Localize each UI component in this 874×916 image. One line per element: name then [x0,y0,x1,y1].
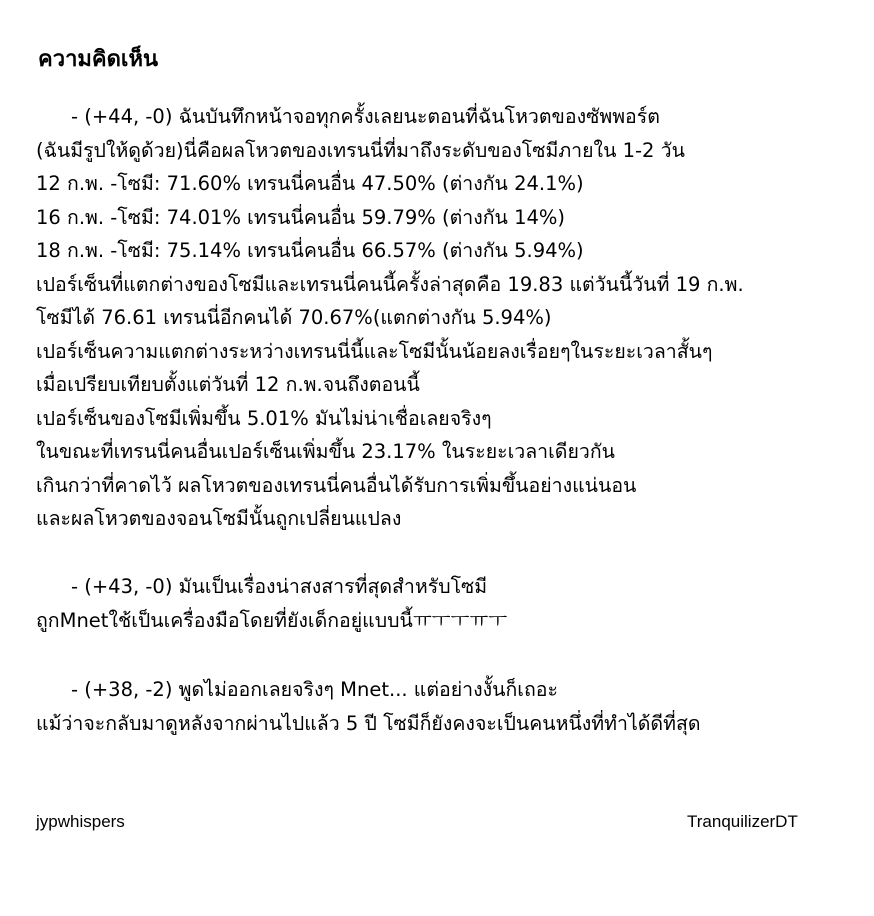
comment-3 [36,673,856,740]
comment-line: เปอร์เซ็นที่แตกต่างของโซมีและเทรนนี่คนนี้ครั้งล่าสุดคือ 19.83 แต่วันนี้วันที่ 19 ก.พ. [36,272,744,296]
comment-line: แม้ว่าจะกลับมาดูหลังจากผ่านไปแล้ว 5 ปี โซมีก็ยังคงจะเป็นคนหนึ่งที่ทำได้ดีที่สุด [36,711,701,735]
comment-line: โซมีได้ 76.61 เทรนนี่อีกคนได้ 70.67%(แตกต่างกัน 5.94%) [36,306,552,329]
comment-line: - (+43, -0) มันเป็นเรื่องน่าสงสารที่สุดสำหรับโซมี [71,575,488,598]
comment-line: - (+44, -0) ฉันบันทึกหน้าจอทุกครั้งเลยนะตอนที่ฉันโหวตของซัพพอร์ต [71,105,660,128]
footer-credit-right: TranquilizerDT [687,812,798,831]
comment-1 [36,100,856,536]
comment-line: เมื่อเปรียบเทียบตั้งแต่วันที่ 12 ก.พ.จนถึงตอนนี้ [36,373,420,396]
comment-line: เปอร์เซ็นความแตกต่างระหว่างเทรนนี่นี้และโซมีนั้นน้อยลงเรื่อยๆในระยะเวลาสั้นๆ [36,339,713,363]
comment-line: 16 ก.พ. -โซมี: 74.01% เทรนนี่คนอื่น 59.79% (ต่างกัน 14%) [36,205,566,229]
comment-line: เปอร์เซ็นของโซมีเพิ่มขึ้น 5.01% มันไม่น่าเชื่อเลยจริงๆ [36,406,492,430]
page-title: ความคิดเห็น [38,47,158,72]
comment-line: เกินกว่าที่คาดไว้ ผลโหวตของเทรนนี่คนอื่นได้รับการเพิ่มขึ้นอย่างแน่นอน [36,473,637,497]
comment-line: ในขณะที่เทรนนี่คนอื่นเปอร์เซ็นเพิ่มขึ้น 23.17% ในระยะเวลาเดียวกัน [36,440,615,463]
comment-line: และผลโหวตของจอนโซมีนั้นถูกเปลี่ยนแปลง [36,507,402,530]
comment-2 [36,570,856,637]
comment-line: ถูกMnetใช้เป็นเครื่องมือโดยที่ยังเด็กอยู่แบบนี้ㅠㅜㅜㅠㅜ [36,608,508,632]
comment-line: 12 ก.พ. -โซมี: 71.60% เทรนนี่คนอื่น 47.50% (ต่างกัน 24.1%) [36,172,584,195]
comment-line: 18 ก.พ. -โซมี: 75.14% เทรนนี่คนอื่น 66.57% (ต่างกัน 5.94%) [36,239,584,262]
comment-line: - (+38, -2) พูดไม่ออกเลยจริงๆ Mnet... แต่อย่างงั้นก็เถอะ [71,678,558,701]
comment-line: (ฉันมีรูปให้ดูด้วย)นี่คือผลโหวตของเทรนนี่ที่มาถึงระดับของโซมีภายใน 1-2 วัน [36,138,685,162]
footer-credit-left: jypwhispers [36,812,125,831]
